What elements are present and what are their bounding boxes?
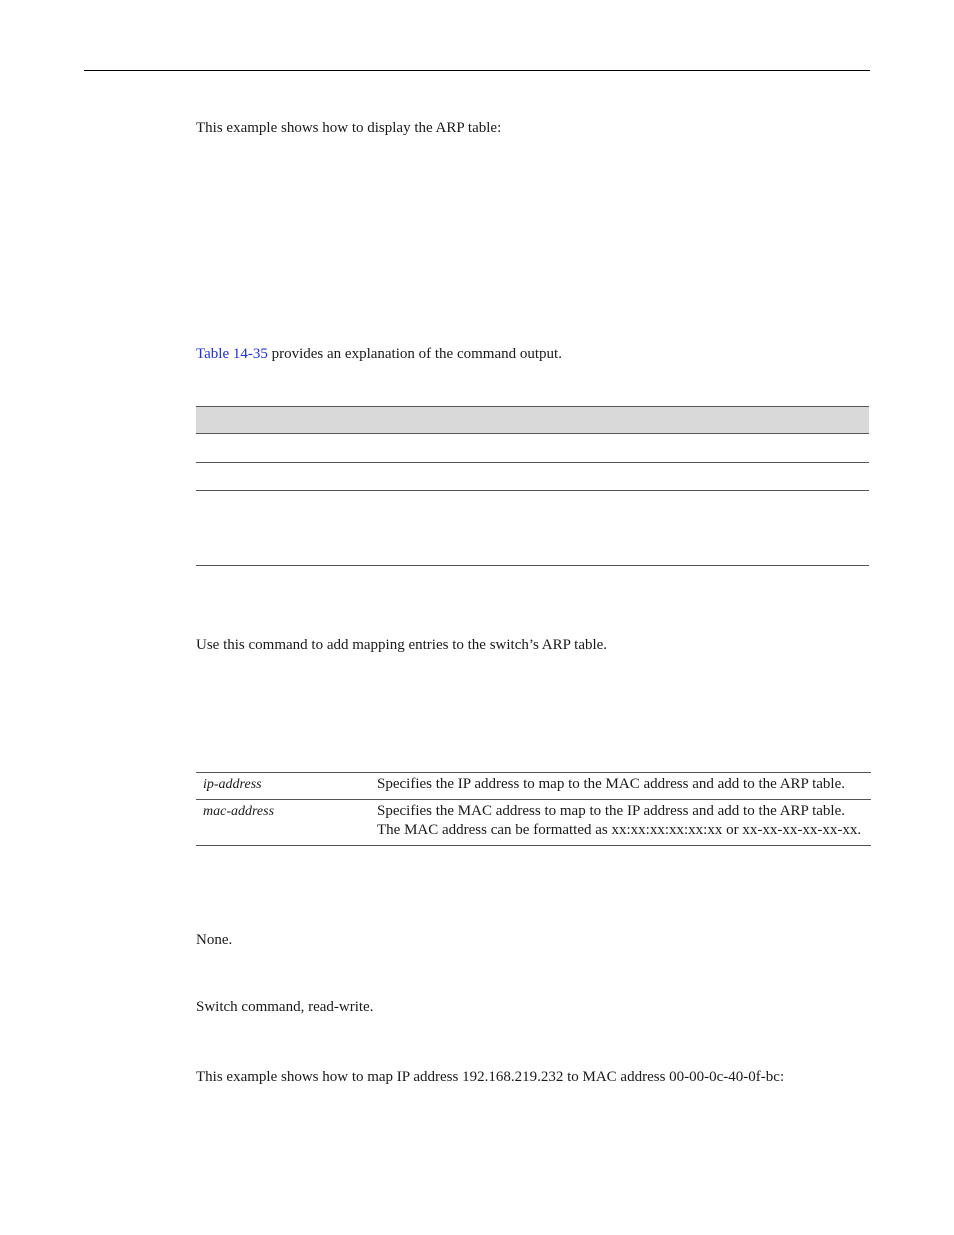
param-name: mac-address bbox=[203, 804, 275, 819]
header-rule bbox=[84, 70, 870, 71]
table-reference-text: provides an explanation of the command output. bbox=[267, 346, 562, 362]
example-text: This example shows how to map IP address 192.168.219.232 to MAC address 00-00-0c-40-0f-bc: bbox=[196, 1069, 785, 1085]
param-description: Specifies the MAC address to map to the IP address and add to the ARP table. The MAC address can be formatted as xx:xx:xx:xx:xx:xx or xx-xx-xx-xx-xx-xx. bbox=[377, 803, 862, 838]
mode-text: Switch command, read-write. bbox=[196, 999, 374, 1015]
table-14-35-link[interactable]: Table 14-35 bbox=[196, 346, 268, 362]
param-name: ip-address bbox=[203, 777, 262, 792]
param-description: Specifies the IP address to map to the MAC address and add to the ARP table. bbox=[377, 776, 845, 792]
table-row bbox=[196, 773, 871, 800]
table-row bbox=[196, 800, 871, 846]
table-reference-paragraph bbox=[196, 345, 562, 364]
example-intro-text: This example shows how to display the ARP table: bbox=[196, 120, 502, 136]
output-table-header bbox=[196, 406, 869, 434]
output-table-row-divider bbox=[196, 490, 869, 491]
output-table-row-divider bbox=[196, 462, 869, 463]
output-table-bottom-rule bbox=[196, 565, 869, 566]
command-description: Use this command to add mapping entries to the switch’s ARP table. bbox=[196, 637, 608, 653]
parameters-table bbox=[196, 772, 871, 846]
defaults-text: None. bbox=[196, 932, 233, 948]
